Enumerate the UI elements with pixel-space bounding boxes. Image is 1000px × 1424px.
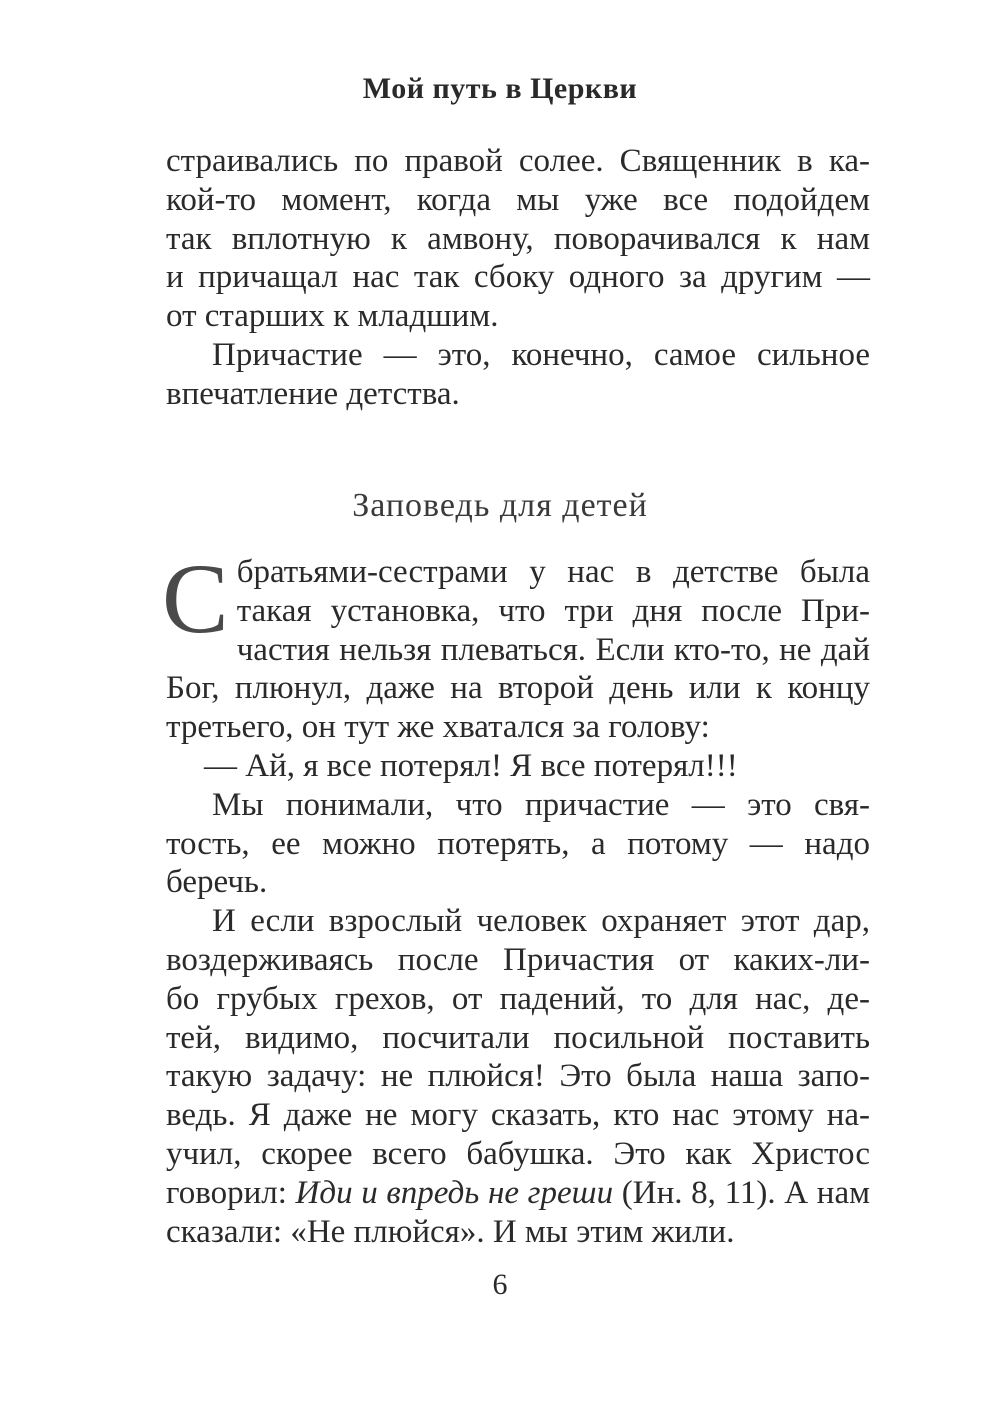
text-line: частия нельзя плеваться. Если кто-то, не дай (236, 631, 870, 668)
drop-cap-letter: С (162, 543, 229, 654)
text-line: Мы понимали, что причастие — это свя- (212, 786, 870, 823)
text-line: беречь. (166, 864, 268, 901)
scripture-quote: Иди и впредь не греши (295, 1174, 614, 1211)
text-line: ведь. Я даже не могу сказать, кто нас этому на- (166, 1097, 870, 1134)
page-number: 6 (492, 1268, 508, 1301)
text-line: сказали: «Не плюйся». И мы этим жили. (166, 1213, 735, 1250)
text-line: от старших к младшим. (166, 298, 499, 335)
text-line: тей, видимо, посчитали посильной поставить (166, 1019, 870, 1056)
dialog-line: — Ай, я все потерял! Я все потерял!!! (204, 747, 738, 784)
running-head: Мой путь в Церкви (362, 72, 638, 105)
text-line: воздерживаясь после Причастия от каких-ли- (166, 941, 870, 978)
text-line: третьего, он тут же хватался за голову: (166, 709, 710, 746)
text-line: Причастие — это, конечно, самое сильное (212, 336, 870, 373)
text-line: учил, скорее всего бабушка. Это как Христос (166, 1135, 870, 1172)
quote-prefix: говорил: (166, 1174, 296, 1211)
dialog-paragraph (166, 747, 870, 786)
paragraph (166, 902, 870, 1251)
paragraph-continuation (166, 142, 870, 336)
text-line: так вплотную к амвону, поворачивался к нам (166, 220, 870, 257)
text-line: бо грубых грехов, от падений, то для нас, де- (166, 980, 870, 1017)
text-line: и причащал нас так сбоку одного за другим — (166, 259, 870, 296)
text-line: тость, ее можно потерять, а потому — надо (166, 825, 870, 862)
paragraph-with-dropcap (162, 543, 870, 747)
paragraph (166, 336, 870, 414)
section-text-block (162, 543, 870, 1251)
text-line: Бог, плюнул, даже на второй день или к концу (166, 670, 870, 707)
quote-suffix: (Ин. 8, 11). А нам (613, 1174, 870, 1211)
text-line: впечатление детства. (166, 375, 460, 412)
text-line: И если взрослый человек охраняет этот дар, (212, 903, 870, 940)
text-line: братьями-сестрами у нас в детстве была (236, 554, 870, 590)
text-line-with-quote (166, 1174, 870, 1213)
section-heading: Заповедь для детей (352, 487, 648, 524)
text-line: страивались по правой солее. Священник в ка- (166, 143, 870, 179)
text-line: такая установка, что три дня после При- (236, 592, 870, 629)
paragraph (166, 786, 870, 902)
text-line: кой-то момент, когда мы уже все подойдем (166, 181, 870, 218)
text-line: такую задачу: не плюйся! Это была наша запо- (166, 1058, 870, 1095)
top-text-block (166, 142, 870, 414)
